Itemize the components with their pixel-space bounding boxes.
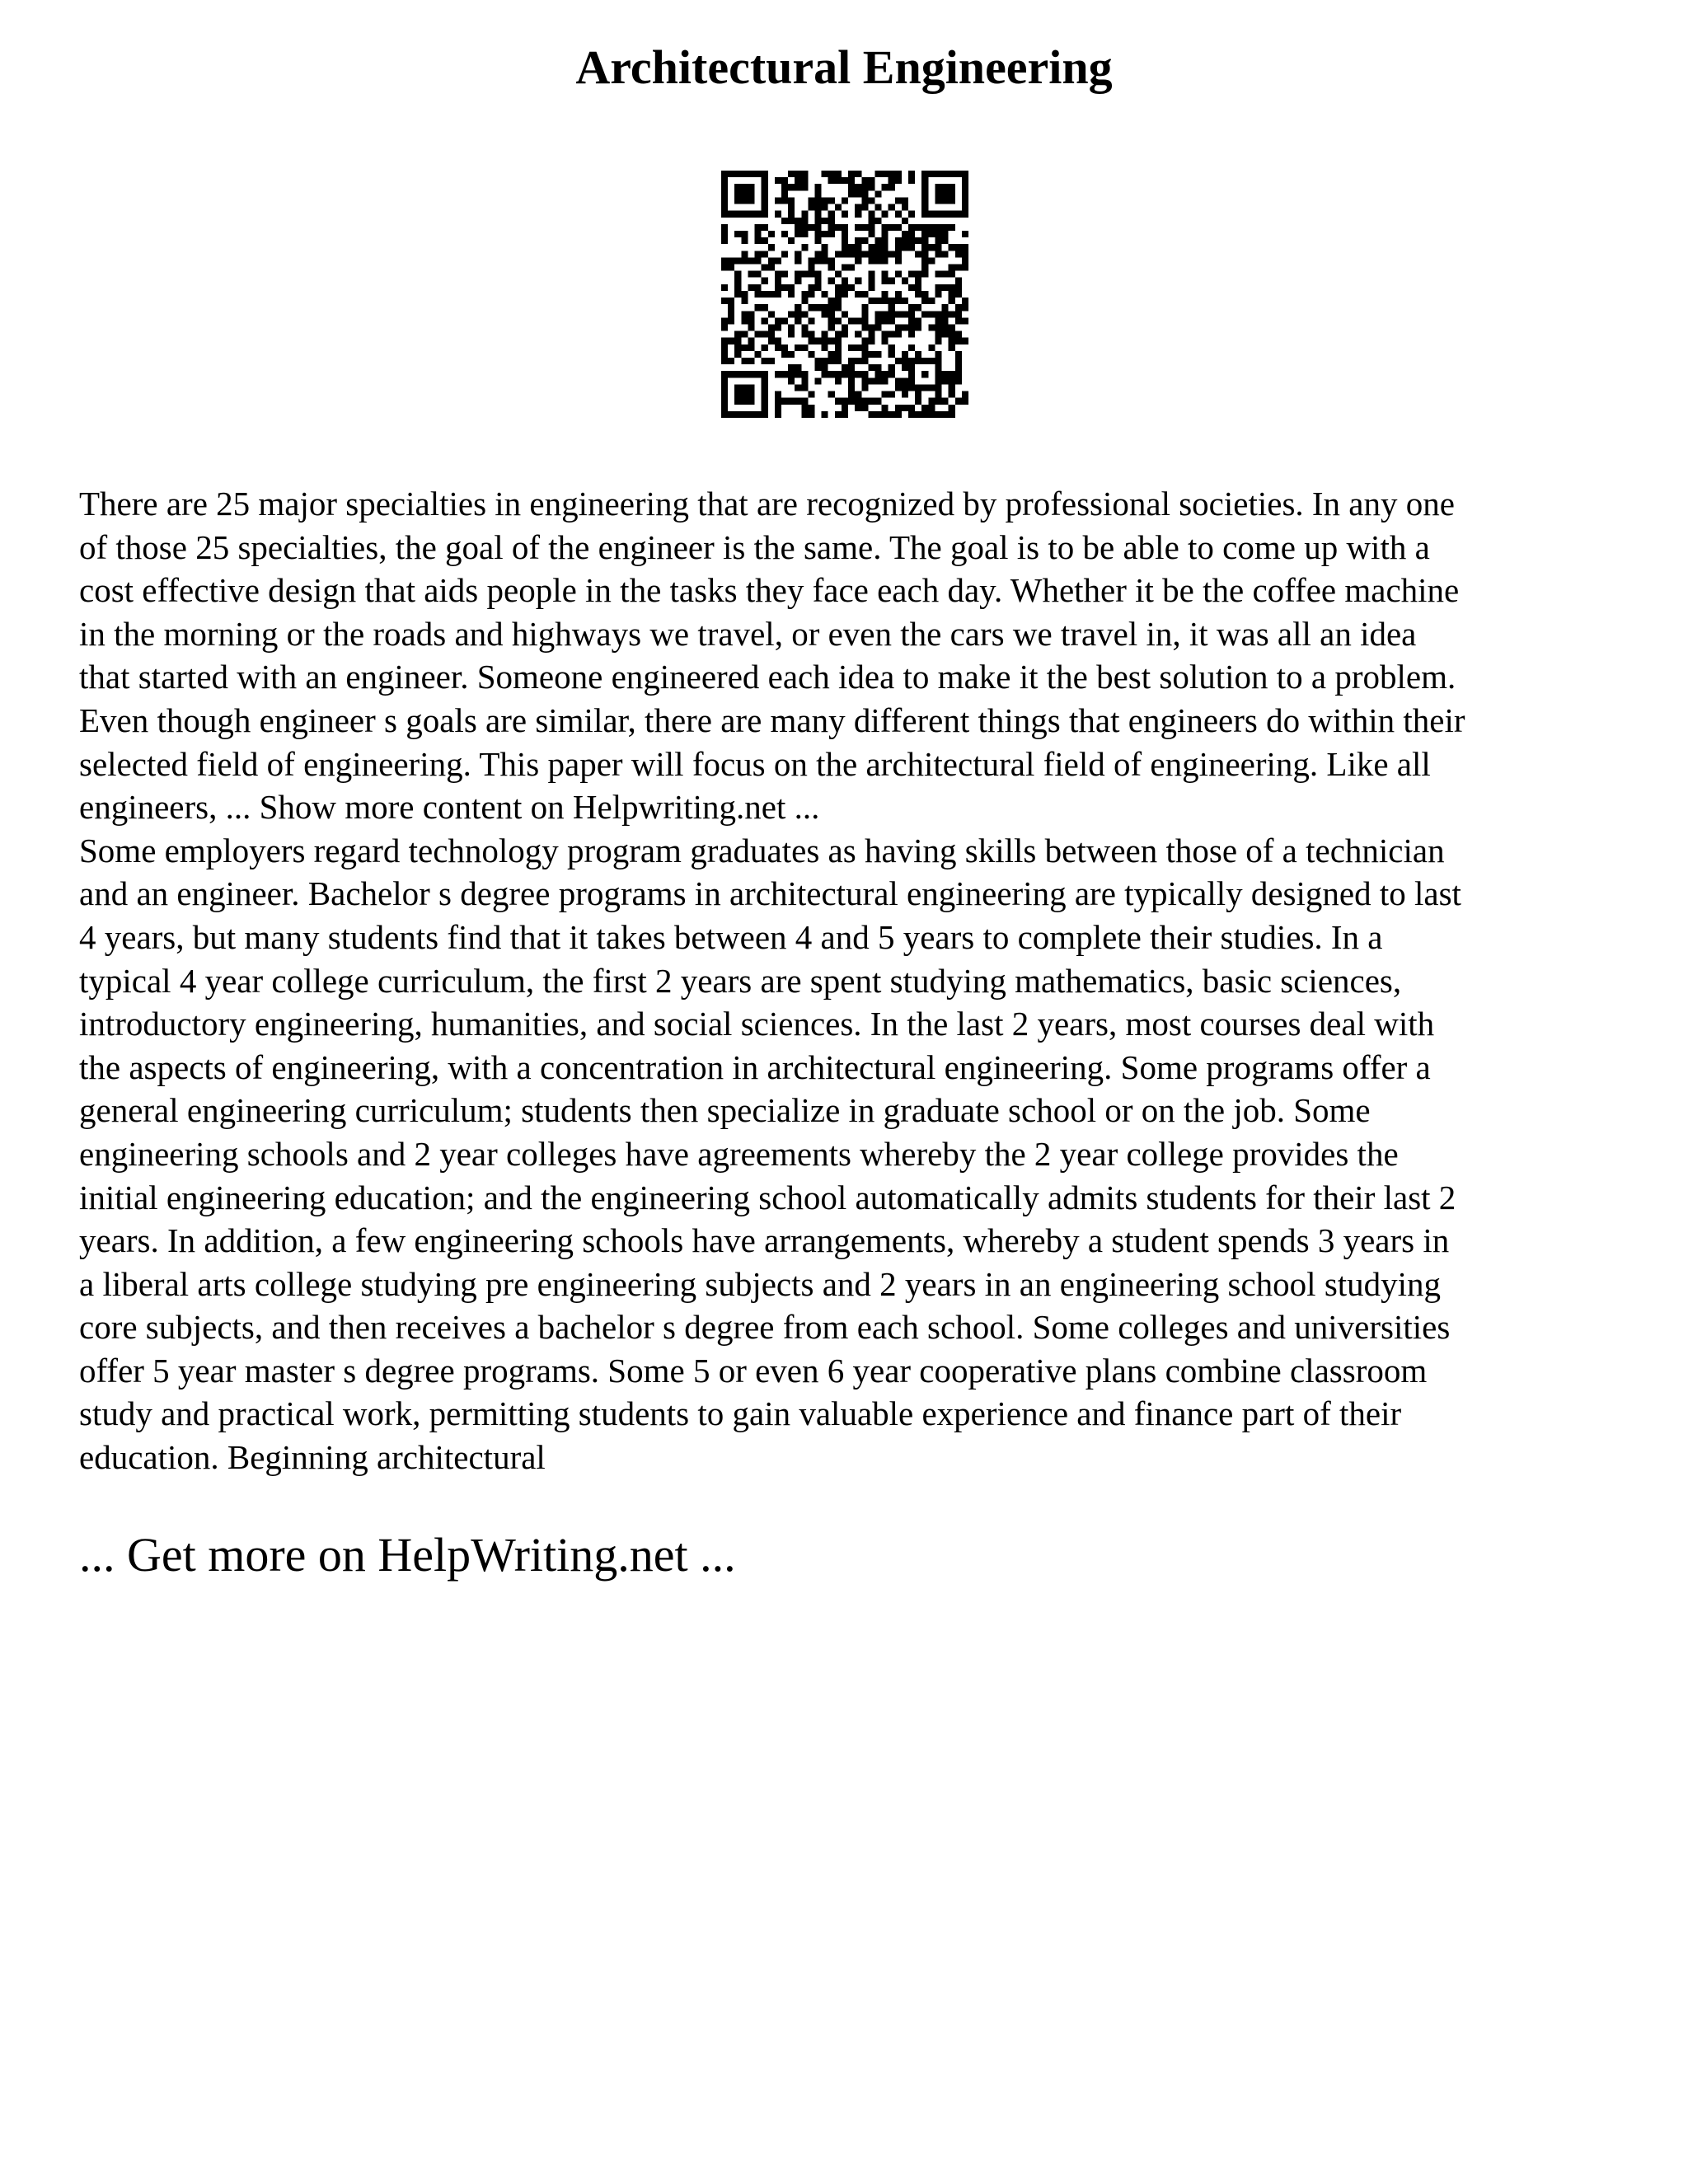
body-line: general engineering curriculum; students then specialize in graduate school or on the job. Some <box>79 1091 1371 1130</box>
body-line: introductory engineering, humanities, and social sciences. In the last 2 years, most courses deal with <box>79 1005 1435 1043</box>
body-line: education. Beginning architectural <box>79 1438 546 1477</box>
body-line: and an engineer. Bachelor s degree programs in architectural engineering are typically designed to last <box>79 874 1461 913</box>
body-line: cost effective design that aids people in the tasks they face each day. Whether it be the coffee machine <box>79 571 1460 610</box>
body-line: that started with an engineer. Someone engineered each idea to make it the best solution to a problem. <box>79 658 1456 696</box>
body-line: core subjects, and then receives a bachelor s degree from each school. Some colleges and universities <box>79 1308 1451 1347</box>
body-line: a liberal arts college studying pre engineering subjects and 2 years in an engineering school studying <box>79 1264 1442 1303</box>
body-line: Some employers regard technology program graduates as having skills between those of a technician <box>79 831 1445 869</box>
body-line: initial engineering education; and the engineering school automatically admits students for their last 2 <box>79 1178 1456 1216</box>
body-line: 4 years, but many students find that it takes between 4 and 5 years to complete their studies. In a <box>79 917 1383 956</box>
body-line: engineering schools and 2 year colleges have agreements whereby the 2 year college provides the <box>79 1134 1399 1173</box>
qr-code-icon <box>721 171 968 418</box>
get-more-link[interactable]: ... Get more on HelpWriting.net ... <box>79 1528 736 1582</box>
body-line: selected field of engineering. This paper will focus on the architectural field of engineering. Like all <box>79 744 1431 783</box>
body-text <box>79 482 1629 1479</box>
body-line: in the morning or the roads and highways we travel, or even the cars we travel in, it was all an idea <box>79 614 1417 653</box>
body-line: engineers, ... Show more content on Helpwriting.net ... <box>79 788 820 827</box>
body-line: offer 5 year master s degree programs. Some 5 or even 6 year cooperative plans combine classroom <box>79 1351 1428 1390</box>
body-line: typical 4 year college curriculum, the first 2 years are spent studying mathematics, basic sciences, <box>79 961 1402 1000</box>
body-line: study and practical work, permitting students to gain valuable experience and finance part of their <box>79 1394 1402 1433</box>
page-title: Architectural Engineering <box>575 40 1113 94</box>
body-line: years. In addition, a few engineering schools have arrangements, whereby a student spends 3 years in <box>79 1221 1450 1260</box>
body-line: Even though engineer s goals are similar, there are many different things that engineers do within their <box>79 701 1465 739</box>
body-line: the aspects of engineering, with a concentration in architectural engineering. Some programs offer a <box>79 1047 1431 1086</box>
body-line: of those 25 specialties, the goal of the engineer is the same. The goal is to be able to come up with a <box>79 527 1430 566</box>
body-line: There are 25 major specialties in engineering that are recognized by professional societies. In any one <box>79 485 1455 523</box>
